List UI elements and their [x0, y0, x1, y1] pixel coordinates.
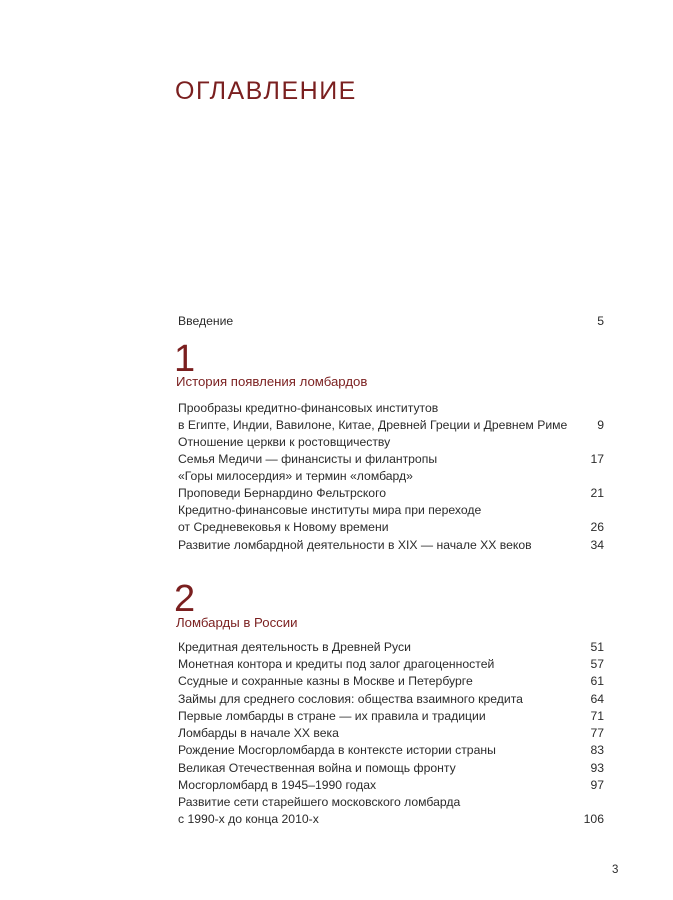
toc-entry[interactable]: [178, 502, 604, 519]
toc-entry[interactable]: [178, 537, 604, 554]
toc-entry-page: 34: [590, 538, 604, 552]
toc-entry-page: 106: [583, 812, 604, 826]
toc-entry-text: Семья Медичи — финансисты и филантропы: [178, 452, 438, 466]
toc-entry-page: 21: [590, 486, 604, 500]
toc-entry[interactable]: [178, 777, 604, 794]
toc-entry[interactable]: [178, 760, 604, 777]
toc-entry[interactable]: [178, 519, 604, 536]
toc-entry-text: «Горы милосердия» и термин «ломбард»: [178, 469, 413, 483]
toc-entry-page: 93: [590, 761, 604, 775]
toc-entry-page: 57: [590, 657, 604, 671]
toc-entry-text: Ломбарды в начале XX века: [178, 726, 339, 740]
toc-entry-page: 71: [590, 709, 604, 723]
toc-entry-page: 17: [590, 452, 604, 466]
toc-entry-page: 97: [590, 778, 604, 792]
toc-entry-text: Развитие ломбардной деятельности в XIX — начале XX веков: [178, 538, 532, 552]
toc-entry-page: 77: [590, 726, 604, 740]
toc-entry-text: Кредитно-финансовые институты мира при переходе: [178, 503, 482, 517]
toc-entry[interactable]: [178, 725, 604, 742]
toc-entry-text: Введение: [178, 314, 234, 328]
toc-entry[interactable]: [178, 656, 604, 673]
toc-entry-page: 5: [597, 314, 604, 328]
toc-entry-page: 9: [597, 418, 604, 432]
toc-entry-text: Прообразы кредитно-финансовых институтов: [178, 401, 439, 415]
toc-entry-text: Монетная контора и кредиты под залог драгоценностей: [178, 657, 495, 671]
toc-entry-page: 51: [590, 640, 604, 654]
toc-entry-text: Кредитная деятельность в Древней Руси: [178, 640, 411, 654]
toc-entry-text: Мосгорломбард в 1945–1990 годах: [178, 778, 377, 792]
toc-entry-text: от Средневековья к Новому времени: [178, 520, 389, 534]
toc-entry-text: с 1990-х до конца 2010-х: [178, 812, 319, 826]
toc-entry[interactable]: [178, 451, 604, 468]
toc-entry[interactable]: [178, 468, 604, 485]
toc-entry-page: 61: [590, 674, 604, 688]
page-number: 3: [612, 864, 619, 876]
toc-entry[interactable]: [178, 400, 604, 417]
toc-entry-text: в Египте, Индии, Вавилоне, Китае, Древней Греции и Древнем Риме: [178, 418, 568, 432]
toc-entry-text: Ссудные и сохранные казны в Москве и Петербурге: [178, 674, 473, 688]
chapter-number: 1: [174, 338, 196, 380]
chapter-title[interactable]: Ломбарды в России: [176, 615, 298, 630]
toc-entry-text: Рождение Мосгорломбарда в контексте истории страны: [178, 743, 496, 757]
toc-entry[interactable]: [178, 434, 604, 451]
toc-entry-intro[interactable]: [178, 313, 604, 330]
toc-entry[interactable]: [178, 742, 604, 759]
toc-entry-page: 26: [590, 520, 604, 534]
chapter-title[interactable]: История появления ломбардов: [176, 374, 368, 389]
toc-entry[interactable]: [178, 691, 604, 708]
toc-entry[interactable]: [178, 673, 604, 690]
toc-entry[interactable]: [178, 811, 604, 828]
toc-entry-text: Первые ломбарды в стране — их правила и традиции: [178, 709, 486, 723]
toc-entry-page: 83: [590, 743, 604, 757]
toc-entry[interactable]: [178, 794, 604, 811]
toc-entry-text: Проповеди Бернардино Фельтрского: [178, 486, 387, 500]
toc-entry[interactable]: [178, 417, 604, 434]
toc-entry[interactable]: [178, 639, 604, 656]
toc-entry-text: Займы для среднего сословия: общества взаимного кредита: [178, 692, 523, 706]
chapter-number: 2: [174, 578, 196, 620]
toc-entry-text: Великая Отечественная война и помощь фронту: [178, 761, 456, 775]
page-title: ОГЛАВЛЕНИЕ: [175, 76, 357, 105]
toc-entry[interactable]: [178, 485, 604, 502]
toc-entry-page: 64: [590, 692, 604, 706]
toc-entry-text: Отношение церкви к ростовщичеству: [178, 435, 391, 449]
toc-entry-text: Развитие сети старейшего московского ломбарда: [178, 795, 461, 809]
toc-entry[interactable]: [178, 708, 604, 725]
